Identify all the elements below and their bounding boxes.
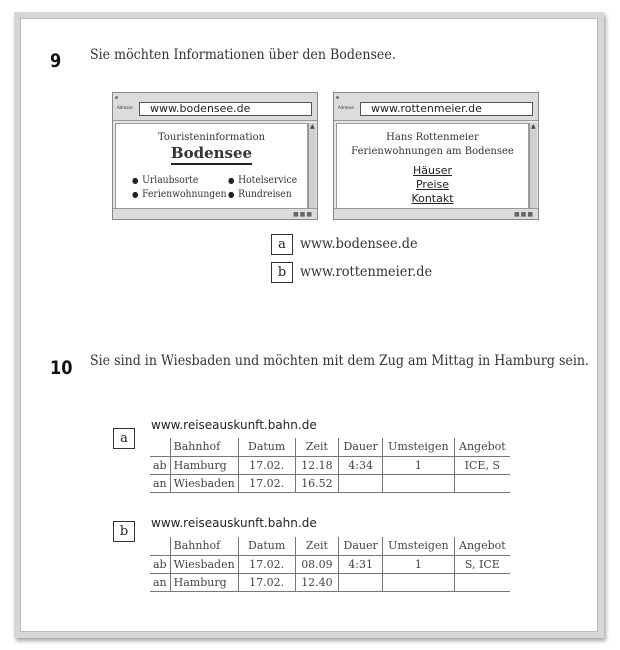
- browser-toolbar: [113, 93, 317, 121]
- browser-page: [115, 123, 308, 209]
- table-cell: Hamburg: [170, 573, 238, 591]
- page-subtitle: Touristeninformation: [157, 132, 266, 143]
- window-button-icon: [115, 96, 118, 99]
- status-icons: ■■■: [513, 211, 534, 218]
- table-cell: [339, 474, 383, 492]
- header-cell: Datum: [238, 438, 295, 456]
- header-cell: Datum: [238, 537, 295, 555]
- table-cell: an: [150, 573, 170, 591]
- timetable-b: [150, 537, 510, 592]
- option-box-a[interactable]: a: [113, 428, 135, 449]
- table-cell: ab: [150, 456, 170, 474]
- header-cell: [150, 537, 170, 555]
- status-bar: [334, 208, 538, 219]
- status-icons: ■■■: [292, 211, 313, 218]
- question-9-number: 9: [50, 50, 62, 72]
- header-cell: Dauer: [339, 537, 383, 555]
- table-cell: Hamburg: [170, 456, 238, 474]
- table-header-row: [150, 438, 510, 456]
- table-cell: 17.02.: [238, 456, 295, 474]
- table-cell: 1: [383, 456, 455, 474]
- link-haeuser: Häuser: [412, 164, 452, 177]
- table-row: [150, 573, 510, 591]
- address-bar: www.bodensee.de: [139, 102, 312, 116]
- table-cell: S, ICE: [454, 555, 510, 573]
- table-cell: 16.52: [295, 474, 339, 492]
- scroll-arrow-icon: ▲: [310, 123, 315, 130]
- table-cell: [339, 573, 383, 591]
- table-cell: 17.02.: [238, 555, 295, 573]
- table-row: [150, 555, 510, 573]
- browser-page: [336, 123, 529, 209]
- header-cell: Umsteigen: [383, 438, 455, 456]
- header-cell: Zeit: [295, 438, 339, 456]
- table-cell: Wiesbaden: [170, 555, 238, 573]
- header-cell: Bahnhof: [170, 537, 238, 555]
- header-cell: [150, 438, 170, 456]
- table-cell: [383, 573, 455, 591]
- table-cell: ICE, S: [454, 456, 510, 474]
- table-header-row: [150, 537, 510, 555]
- link-kontakt: Kontakt: [411, 192, 454, 205]
- address-bar: www.rottenmeier.de: [360, 102, 533, 116]
- bullet-item: ● Urlaubsorte: [132, 175, 198, 186]
- table-row: [150, 456, 510, 474]
- scrollbar: [308, 123, 316, 209]
- timetable-a: [150, 438, 510, 493]
- scroll-arrow-icon: ▲: [531, 123, 536, 130]
- timetable-a-url: www.reiseauskunft.bahn.de: [151, 418, 317, 432]
- page-line-description: Ferienwohnungen am Bodensee: [351, 146, 514, 157]
- option-box-b[interactable]: b: [271, 262, 293, 283]
- header-cell: Angebot: [454, 438, 510, 456]
- address-label: Adresse: [117, 105, 133, 110]
- page-line-name: Hans Rottenmeier: [386, 132, 479, 143]
- table-cell: 1: [383, 555, 455, 573]
- table-cell: 12.18: [295, 456, 339, 474]
- bullet-item: ● Ferienwohnungen: [132, 189, 227, 200]
- option-label-b: www.rottenmeier.de: [300, 264, 433, 280]
- header-cell: Dauer: [339, 438, 383, 456]
- table-cell: 12.40: [295, 573, 339, 591]
- table-cell: 08.09: [295, 555, 339, 573]
- question-10-text: Sie sind in Wiesbaden und möchten mit dem Zug am Mittag in Hamburg sein.: [90, 353, 590, 369]
- table-cell: 4:31: [339, 555, 383, 573]
- table-row: [150, 474, 510, 492]
- window-button-icon: [336, 96, 339, 99]
- address-label: Adresse: [338, 105, 354, 110]
- page-title: [116, 144, 307, 162]
- table-cell: ab: [150, 555, 170, 573]
- bullet-item: ● Rundreisen: [228, 189, 292, 200]
- status-bar: [113, 208, 317, 219]
- option-box-a[interactable]: a: [271, 234, 293, 255]
- link-preise: Preise: [415, 178, 450, 191]
- option-label-a: www.bodensee.de: [300, 236, 418, 252]
- scrollbar: [529, 123, 537, 209]
- header-cell: Bahnhof: [170, 438, 238, 456]
- table-cell: [383, 474, 455, 492]
- browser-window-bodensee: [112, 92, 318, 220]
- table-cell: 17.02.: [238, 474, 295, 492]
- question-10-number: 10: [50, 357, 73, 379]
- option-box-b[interactable]: b: [113, 521, 135, 542]
- table-cell: an: [150, 474, 170, 492]
- question-9-text: Sie möchten Informationen über den Bodensee.: [90, 47, 396, 63]
- table-cell: [454, 573, 510, 591]
- table-cell: [454, 474, 510, 492]
- bullet-item: ● Hotelservice: [228, 175, 297, 186]
- header-cell: Umsteigen: [383, 537, 455, 555]
- page-title-text: Bodensee: [171, 144, 252, 165]
- browser-toolbar: [334, 93, 538, 121]
- browser-window-rottenmeier: [333, 92, 539, 220]
- header-cell: Zeit: [295, 537, 339, 555]
- table-cell: 17.02.: [238, 573, 295, 591]
- table-cell: 4:34: [339, 456, 383, 474]
- header-cell: Angebot: [454, 537, 510, 555]
- timetable-b-url: www.reiseauskunft.bahn.de: [151, 516, 317, 530]
- table-cell: Wiesbaden: [170, 474, 238, 492]
